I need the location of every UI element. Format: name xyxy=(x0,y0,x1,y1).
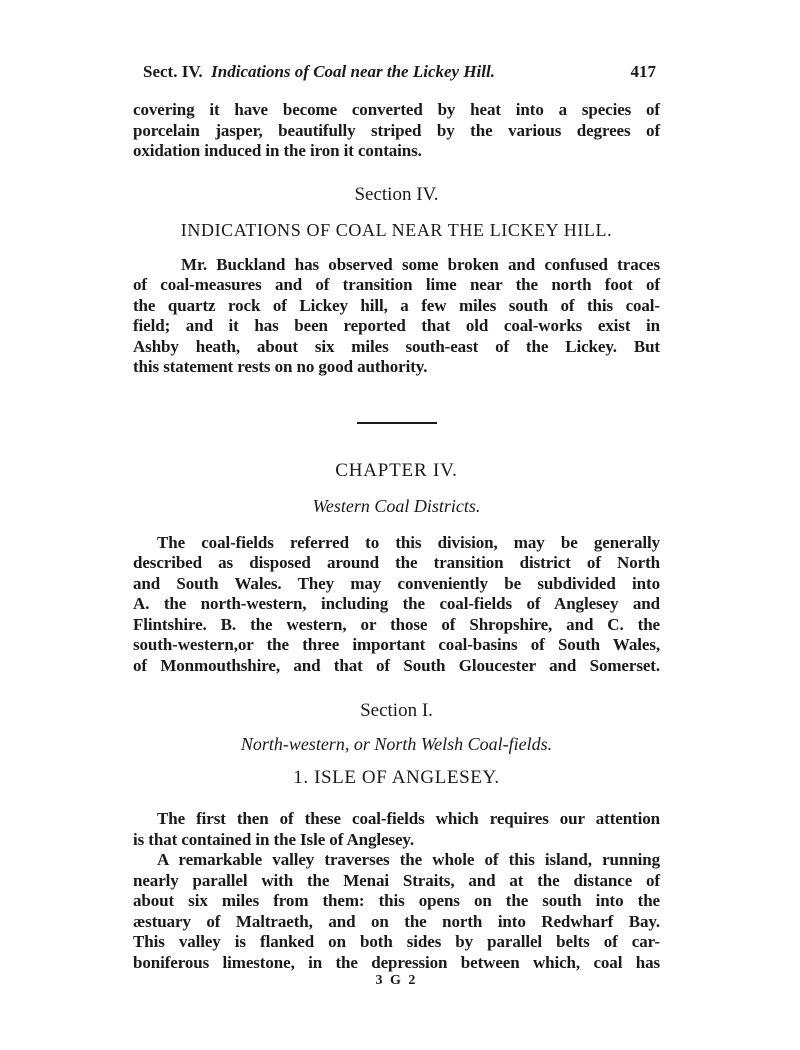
paragraph-line: of Monmouthshire, and that of South Gloucester and Somerset. xyxy=(133,655,660,675)
intro-paragraph xyxy=(133,100,660,162)
paragraph-line: æstuary of Maltraeth, and on the north into Redwharf Bay. xyxy=(133,911,660,931)
paragraph-line: Mr. Buckland has observed some broken and confused traces xyxy=(181,254,660,274)
section-iv-paragraph xyxy=(133,255,660,378)
paragraph-line: nearly parallel with the Menai Straits, and at the distance of xyxy=(133,870,660,890)
paragraph-line: This valley is flanked on both sides by parallel belts of car- xyxy=(133,932,660,951)
intro-line: covering it have become converted by heat into a species of xyxy=(133,100,660,119)
intro-line: porcelain jasper, beautifully striped by the various degrees of xyxy=(133,120,660,140)
paragraph-line: Ashby heath, about six miles south-east of the Lickey. But xyxy=(133,336,660,356)
paragraph-line: of coal-measures and of transition lime near the north foot of xyxy=(133,275,660,294)
paragraph-line: described as disposed around the transition district of North xyxy=(133,553,660,572)
intro-line: oxidation induced in the iron it contains. xyxy=(133,141,422,160)
paragraph-line: is that contained in the Isle of Anglesey. xyxy=(133,829,415,849)
chapter-subtitle: Western Coal Districts. xyxy=(312,495,481,516)
paragraph-line: south-western,or the three important coal-basins of South Wales, xyxy=(133,635,660,654)
book-page xyxy=(133,62,660,989)
section-i-subtitle: North-western, or North Welsh Coal-fields. xyxy=(240,734,553,754)
running-header xyxy=(133,62,660,88)
header-section: Sect. IV. Indications of Coal near the Lickey Hill. xyxy=(143,62,495,81)
section-i-label: Section I. xyxy=(360,700,433,721)
paragraph-line: about six miles from them: this opens on the south into the xyxy=(133,891,660,910)
section-iv-title: INDICATIONS OF COAL NEAR THE LICKEY HILL. xyxy=(180,219,613,240)
signature-mark: 3 G 2 xyxy=(375,973,418,988)
paragraph-line: The first then of these coal-fields which requires our attention xyxy=(157,809,660,828)
paragraph-line: A. the north-western, including the coal-fields of Anglesey and xyxy=(133,594,660,613)
section-i-subhead: 1. ISLE OF ANGLESEY. xyxy=(293,767,500,788)
paragraph-line: The coal-fields referred to this division, may be generally xyxy=(157,532,660,552)
section-iv-label: Section IV. xyxy=(354,183,439,205)
paragraph-line: and South Wales. They may conveniently be subdivided into xyxy=(133,573,660,593)
paragraph-line: field; and it has been reported that old coal-works exist in xyxy=(133,316,660,335)
paragraph-line: boniferous limestone, in the depression between which, coal has xyxy=(133,952,660,972)
header-title: Indications of Coal near the Lickey Hill. xyxy=(211,62,495,81)
paragraph-line: Flintshire. B. the western, or those of Shropshire, and C. the xyxy=(133,614,660,634)
paragraph-line: A remarkable valley traverses the whole of this island, running xyxy=(157,850,660,869)
page-number: 417 xyxy=(630,62,656,81)
section-i-paragraph-1 xyxy=(133,809,660,850)
paragraph-line: this statement rests on no good authority. xyxy=(133,357,428,376)
section-divider-rule xyxy=(357,422,437,424)
chapter-paragraph xyxy=(133,533,660,677)
chapter-label: CHAPTER IV. xyxy=(335,459,458,481)
section-i-paragraph-2 xyxy=(133,850,660,973)
paragraph-line: the quartz rock of Lickey hill, a few miles south of this coal- xyxy=(133,295,660,315)
